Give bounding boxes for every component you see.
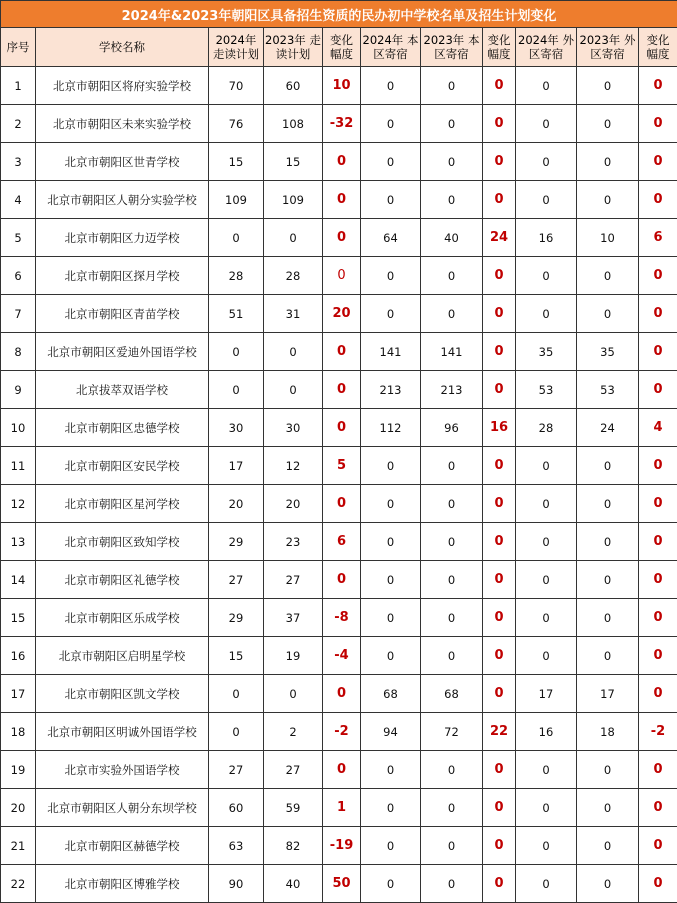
table-cell: 0	[361, 67, 421, 105]
table-cell: 27	[209, 751, 264, 789]
table-cell: 0	[516, 751, 577, 789]
table-cell: 68	[361, 675, 421, 713]
change-cell: 0	[639, 105, 677, 143]
table-cell: 0	[516, 257, 577, 295]
change-cell: 0	[639, 143, 677, 181]
table-cell: 0	[421, 561, 483, 599]
table-cell: 0	[516, 143, 577, 181]
table-row	[1, 409, 677, 447]
table-cell: 6	[1, 257, 36, 295]
school-name-cell: 北京市朝阳区探月学校	[36, 257, 209, 295]
change-cell: 50	[323, 865, 361, 903]
table-cell: 11	[1, 447, 36, 485]
school-name-cell: 北京市朝阳区爱迪外国语学校	[36, 333, 209, 371]
school-name-cell: 北京市朝阳区凯文学校	[36, 675, 209, 713]
table-cell: 0	[209, 219, 264, 257]
table-row	[1, 143, 677, 181]
change-cell: 0	[483, 561, 516, 599]
table-cell: 18	[577, 713, 639, 751]
table-cell: 0	[209, 333, 264, 371]
change-cell: 24	[483, 219, 516, 257]
table-row	[1, 181, 677, 219]
table-cell: 7	[1, 295, 36, 333]
table-cell: 24	[577, 409, 639, 447]
change-cell: 0	[323, 257, 361, 295]
table-cell: 0	[421, 67, 483, 105]
change-cell: 0	[323, 333, 361, 371]
table-cell: 20	[264, 485, 323, 523]
table-cell: 0	[516, 523, 577, 561]
school-name-cell: 北京市朝阳区人朝分东坝学校	[36, 789, 209, 827]
table-cell: 0	[577, 447, 639, 485]
table-cell: 30	[209, 409, 264, 447]
table-cell: 90	[209, 865, 264, 903]
table-row	[1, 219, 677, 257]
table-row	[1, 257, 677, 295]
table-cell: 0	[577, 599, 639, 637]
school-name-cell: 北京市朝阳区致知学校	[36, 523, 209, 561]
table-cell: 0	[361, 485, 421, 523]
table-cell: 28	[209, 257, 264, 295]
change-cell: 22	[483, 713, 516, 751]
table-cell: 0	[516, 447, 577, 485]
school-name-cell: 北京市朝阳区力迈学校	[36, 219, 209, 257]
table-cell: 0	[264, 675, 323, 713]
header-row	[1, 28, 677, 67]
school-name-cell: 北京市朝阳区乐成学校	[36, 599, 209, 637]
table-cell: 0	[516, 67, 577, 105]
table-cell: 0	[577, 257, 639, 295]
table-cell: 96	[421, 409, 483, 447]
change-cell: 0	[483, 485, 516, 523]
table-cell: 0	[421, 143, 483, 181]
table-cell: 22	[1, 865, 36, 903]
table-row	[1, 599, 677, 637]
table-row	[1, 713, 677, 751]
table-cell: 0	[577, 181, 639, 219]
table-cell: 37	[264, 599, 323, 637]
table-cell: 17	[209, 447, 264, 485]
change-cell: 0	[639, 751, 677, 789]
table-cell: 0	[361, 257, 421, 295]
table-cell: 108	[264, 105, 323, 143]
change-cell: 0	[639, 523, 677, 561]
table-cell: 10	[577, 219, 639, 257]
table-cell: 0	[209, 713, 264, 751]
table-cell: 15	[209, 143, 264, 181]
header-cell: 2023年 外区寄宿	[577, 28, 639, 67]
change-cell: -4	[323, 637, 361, 675]
table-cell: 0	[516, 637, 577, 675]
table-cell: 0	[421, 637, 483, 675]
change-cell: 10	[323, 67, 361, 105]
change-cell: 0	[323, 485, 361, 523]
table-cell: 0	[421, 599, 483, 637]
table-row	[1, 865, 677, 903]
table-cell: 0	[421, 257, 483, 295]
table-cell: 0	[361, 637, 421, 675]
change-cell: 0	[483, 371, 516, 409]
change-cell: 0	[639, 257, 677, 295]
change-cell: 0	[639, 447, 677, 485]
change-cell: 0	[323, 675, 361, 713]
change-cell: 0	[483, 827, 516, 865]
table-cell: 0	[421, 105, 483, 143]
table-cell: 213	[361, 371, 421, 409]
change-cell: 0	[639, 827, 677, 865]
change-cell: 0	[483, 751, 516, 789]
table-cell: 0	[421, 181, 483, 219]
school-name-cell: 北京市朝阳区世青学校	[36, 143, 209, 181]
table-cell: 141	[421, 333, 483, 371]
table-cell: 0	[516, 485, 577, 523]
school-name-cell: 北京市朝阳区青苗学校	[36, 295, 209, 333]
table-cell: 0	[361, 865, 421, 903]
table-cell: 16	[1, 637, 36, 675]
table-cell: 40	[421, 219, 483, 257]
change-cell: 0	[639, 675, 677, 713]
change-cell: 6	[639, 219, 677, 257]
change-cell: 6	[323, 523, 361, 561]
table-cell: 0	[264, 333, 323, 371]
table-cell: 0	[577, 865, 639, 903]
table-cell: 213	[421, 371, 483, 409]
table-cell: 0	[516, 827, 577, 865]
table-cell: 0	[516, 561, 577, 599]
table-cell: 10	[1, 409, 36, 447]
change-cell: 0	[323, 181, 361, 219]
table-cell: 0	[577, 67, 639, 105]
change-cell: -2	[639, 713, 677, 751]
change-cell: 0	[483, 789, 516, 827]
header-cell: 学校名称	[36, 28, 209, 67]
table-cell: 15	[1, 599, 36, 637]
table-cell: 51	[209, 295, 264, 333]
change-cell: 0	[323, 219, 361, 257]
school-name-cell: 北京市朝阳区安民学校	[36, 447, 209, 485]
school-name-cell: 北京市朝阳区博雅学校	[36, 865, 209, 903]
table-cell: 0	[577, 789, 639, 827]
table-cell: 53	[516, 371, 577, 409]
table-cell: 0	[361, 827, 421, 865]
change-cell: 0	[323, 143, 361, 181]
table-cell: 0	[264, 371, 323, 409]
change-cell: 0	[483, 295, 516, 333]
table-cell: 12	[264, 447, 323, 485]
table-row	[1, 675, 677, 713]
table-row	[1, 827, 677, 865]
header-cell: 2024年 走读计划	[209, 28, 264, 67]
table-cell: 0	[421, 295, 483, 333]
table-row	[1, 295, 677, 333]
table-cell: 29	[209, 599, 264, 637]
table-cell: 59	[264, 789, 323, 827]
table-cell: 0	[361, 295, 421, 333]
change-cell: 0	[323, 409, 361, 447]
header-cell: 2024年 外区寄宿	[516, 28, 577, 67]
table-cell: 53	[577, 371, 639, 409]
table-cell: 64	[361, 219, 421, 257]
table-cell: 0	[421, 827, 483, 865]
table-cell: 0	[361, 143, 421, 181]
change-cell: 0	[323, 371, 361, 409]
change-cell: 0	[483, 257, 516, 295]
change-cell: 0	[483, 865, 516, 903]
table-cell: 14	[1, 561, 36, 599]
table-cell: 109	[209, 181, 264, 219]
change-cell: 0	[639, 561, 677, 599]
table-cell: 30	[264, 409, 323, 447]
table-cell: 20	[1, 789, 36, 827]
table-cell: 15	[264, 143, 323, 181]
change-cell: 0	[639, 295, 677, 333]
change-cell: -19	[323, 827, 361, 865]
change-cell: 0	[639, 67, 677, 105]
table-cell: 17	[516, 675, 577, 713]
table-cell: 35	[516, 333, 577, 371]
change-cell: -32	[323, 105, 361, 143]
table-cell: 60	[209, 789, 264, 827]
table-cell: 0	[516, 295, 577, 333]
header-cell: 2023年 走读计划	[264, 28, 323, 67]
table-cell: 0	[264, 219, 323, 257]
change-cell: 4	[639, 409, 677, 447]
table-cell: 28	[264, 257, 323, 295]
table-cell: 2	[1, 105, 36, 143]
change-cell: 0	[639, 485, 677, 523]
school-name-cell: 北京市朝阳区人朝分实验学校	[36, 181, 209, 219]
table-cell: 16	[516, 713, 577, 751]
table-row	[1, 751, 677, 789]
table-row	[1, 333, 677, 371]
table-cell: 19	[1, 751, 36, 789]
school-name-cell: 北京拔萃双语学校	[36, 371, 209, 409]
school-name-cell: 北京市朝阳区赫德学校	[36, 827, 209, 865]
change-cell: 0	[639, 333, 677, 371]
table-row	[1, 485, 677, 523]
table-cell: 0	[516, 599, 577, 637]
table-cell: 0	[577, 637, 639, 675]
table-cell: 0	[516, 789, 577, 827]
table-cell: 0	[361, 751, 421, 789]
change-cell: 0	[483, 181, 516, 219]
table-cell: 5	[1, 219, 36, 257]
change-cell: 0	[323, 561, 361, 599]
change-cell: 16	[483, 409, 516, 447]
table-row	[1, 447, 677, 485]
table-cell: 0	[209, 675, 264, 713]
table-cell: 3	[1, 143, 36, 181]
table-cell: 0	[421, 751, 483, 789]
table-cell: 112	[361, 409, 421, 447]
change-cell: 0	[639, 789, 677, 827]
table-cell: 4	[1, 181, 36, 219]
change-cell: 0	[639, 181, 677, 219]
table-cell: 0	[577, 295, 639, 333]
table-cell: 0	[577, 105, 639, 143]
header-cell: 变化 幅度	[483, 28, 516, 67]
change-cell: 0	[639, 637, 677, 675]
table-cell: 0	[421, 447, 483, 485]
table-cell: 0	[361, 105, 421, 143]
table-cell: 0	[577, 485, 639, 523]
table-cell: 76	[209, 105, 264, 143]
change-cell: 20	[323, 295, 361, 333]
table-cell: 9	[1, 371, 36, 409]
table-cell: 0	[516, 181, 577, 219]
table-title: 2024年&2023年朝阳区具备招生资质的民办初中学校名单及招生计划变化	[1, 1, 677, 28]
change-cell: 0	[483, 637, 516, 675]
table-cell: 0	[577, 143, 639, 181]
school-name-cell: 北京市朝阳区启明星学校	[36, 637, 209, 675]
change-cell: 0	[323, 751, 361, 789]
table-cell: 28	[516, 409, 577, 447]
table-cell: 0	[577, 561, 639, 599]
table-row	[1, 371, 677, 409]
table-cell: 8	[1, 333, 36, 371]
table-cell: 141	[361, 333, 421, 371]
table-cell: 0	[421, 789, 483, 827]
school-name-cell: 北京市实验外国语学校	[36, 751, 209, 789]
table-cell: 0	[577, 827, 639, 865]
table-cell: 0	[577, 523, 639, 561]
table-cell: 40	[264, 865, 323, 903]
school-name-cell: 北京市朝阳区明诚外国语学校	[36, 713, 209, 751]
table-cell: 0	[361, 599, 421, 637]
table-cell: 70	[209, 67, 264, 105]
table-cell: 13	[1, 523, 36, 561]
table-row	[1, 789, 677, 827]
table-cell: 0	[361, 789, 421, 827]
table-row	[1, 637, 677, 675]
table-cell: 12	[1, 485, 36, 523]
change-cell: 0	[483, 333, 516, 371]
change-cell: 0	[483, 105, 516, 143]
table-cell: 0	[421, 485, 483, 523]
change-cell: 0	[483, 599, 516, 637]
change-cell: 0	[639, 371, 677, 409]
table-cell: 0	[516, 865, 577, 903]
header-cell: 序号	[1, 28, 36, 67]
table-cell: 29	[209, 523, 264, 561]
table-cell: 35	[577, 333, 639, 371]
table-cell: 31	[264, 295, 323, 333]
change-cell: 0	[483, 67, 516, 105]
table-cell: 0	[421, 523, 483, 561]
school-name-cell: 北京市朝阳区星河学校	[36, 485, 209, 523]
table-row	[1, 105, 677, 143]
table-cell: 0	[209, 371, 264, 409]
table-cell: 27	[264, 751, 323, 789]
header-cell: 变化 幅度	[639, 28, 677, 67]
table-cell: 63	[209, 827, 264, 865]
change-cell: 0	[483, 675, 516, 713]
table-cell: 15	[209, 637, 264, 675]
change-cell: -2	[323, 713, 361, 751]
table-row	[1, 67, 677, 105]
table-cell: 17	[1, 675, 36, 713]
table-cell: 0	[361, 447, 421, 485]
table-cell: 0	[516, 105, 577, 143]
school-name-cell: 北京市朝阳区礼德学校	[36, 561, 209, 599]
table-cell: 0	[577, 751, 639, 789]
change-cell: 0	[483, 447, 516, 485]
header-cell: 2023年 本区寄宿	[421, 28, 483, 67]
table-cell: 0	[421, 865, 483, 903]
table-cell: 16	[516, 219, 577, 257]
table-row	[1, 523, 677, 561]
table-cell: 20	[209, 485, 264, 523]
school-name-cell: 北京市朝阳区忠德学校	[36, 409, 209, 447]
table-cell: 27	[209, 561, 264, 599]
table-cell: 23	[264, 523, 323, 561]
change-cell: -8	[323, 599, 361, 637]
table-cell: 21	[1, 827, 36, 865]
change-cell: 0	[483, 523, 516, 561]
change-cell: 5	[323, 447, 361, 485]
table-cell: 94	[361, 713, 421, 751]
header-cell: 2024年 本区寄宿	[361, 28, 421, 67]
change-cell: 0	[483, 143, 516, 181]
table-row	[1, 561, 677, 599]
table-cell: 72	[421, 713, 483, 751]
table-cell: 27	[264, 561, 323, 599]
table-cell: 60	[264, 67, 323, 105]
table-cell: 68	[421, 675, 483, 713]
table-cell: 0	[361, 523, 421, 561]
school-name-cell: 北京市朝阳区未来实验学校	[36, 105, 209, 143]
header-cell: 变化 幅度	[323, 28, 361, 67]
table-cell: 1	[1, 67, 36, 105]
table-cell: 82	[264, 827, 323, 865]
table-cell: 18	[1, 713, 36, 751]
table-cell: 0	[361, 181, 421, 219]
change-cell: 1	[323, 789, 361, 827]
change-cell: 0	[639, 865, 677, 903]
school-name-cell: 北京市朝阳区将府实验学校	[36, 67, 209, 105]
table-cell: 19	[264, 637, 323, 675]
table-cell: 2	[264, 713, 323, 751]
table-cell: 109	[264, 181, 323, 219]
table-cell: 17	[577, 675, 639, 713]
table-cell: 0	[361, 561, 421, 599]
change-cell: 0	[639, 599, 677, 637]
